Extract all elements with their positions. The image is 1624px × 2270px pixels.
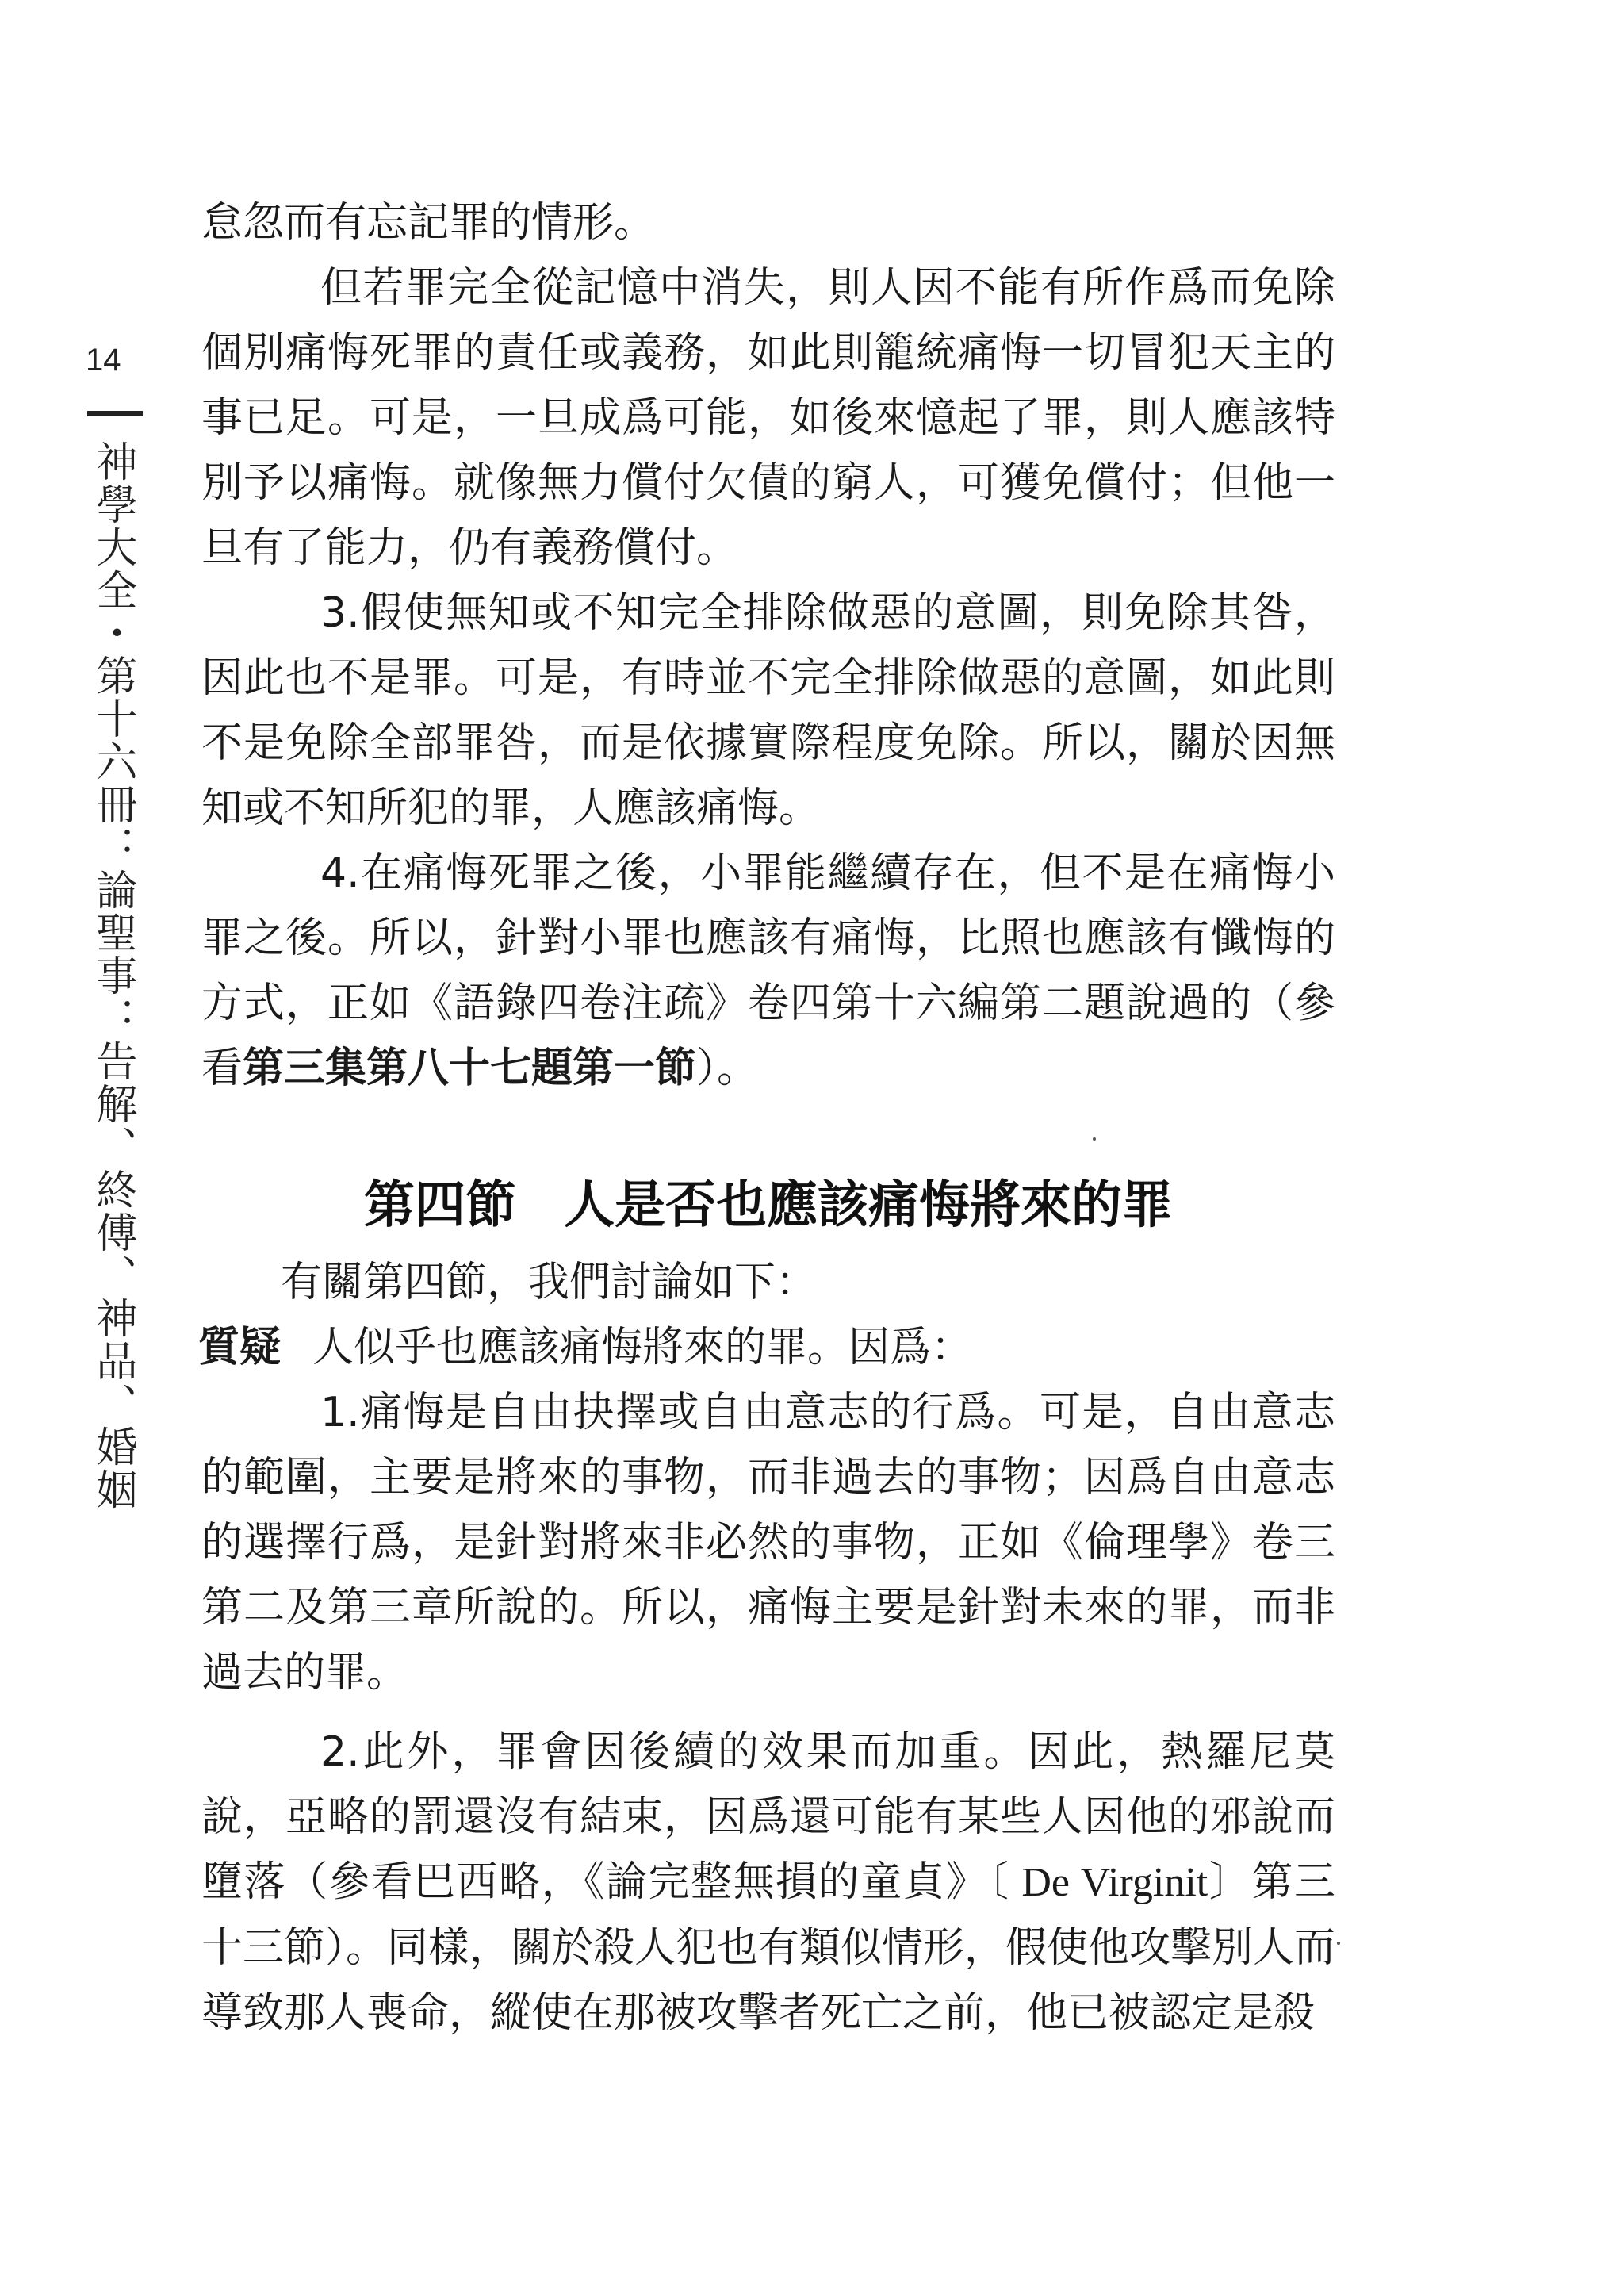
objection-point-2: [201, 1720, 1335, 2046]
section-title: 人是否也應該痛悔將來的罪: [564, 1175, 1173, 1235]
latin-title: De Virginit: [1009, 1860, 1208, 1905]
paragraph-venial-sin: [201, 841, 1335, 1101]
paragraph-venial-sin-end: ）。: [696, 1045, 759, 1092]
section-intro: 有關第四節，我們討論如下：: [281, 1259, 818, 1306]
section-heading: [201, 1169, 1335, 1242]
objection-point-2-end: 〕第三十三節）。同樣，關於殺人犯也有類似情形，假使他攻擊別人而導致那人喪命，縱使在那被攻擊者死亡之前，他已被認定是殺: [201, 1858, 1336, 2037]
objection-line: [198, 1315, 1335, 1380]
running-title: 神學大全・第十六冊：論聖事：告解、終傅、神品、婚姻: [89, 440, 136, 1511]
objection-text: 人似乎也應該痛悔將來的罪。因爲：: [312, 1324, 973, 1371]
page-number: 14: [86, 343, 121, 378]
scan-speck: [1093, 1137, 1096, 1141]
section-number: 第四節: [364, 1175, 516, 1235]
cross-reference: 第三集第八十七題第一節: [243, 1045, 697, 1092]
paragraph-forgotten-sin: 但若罪完全從記憶中消失，則人因不能有所作爲而免除個別痛悔死罪的責任或義務，如此則籠統痛悔一切冒犯天主的事已足。可是，一旦成爲可能，如後來憶起了罪，則人應該特別予以痛悔。就像無力償付欠債的窮人，可獲免償付；但他一旦有了能力，仍有義務償付。: [201, 264, 1335, 572]
objection-label: 質疑: [198, 1324, 282, 1371]
paragraph-continuation: 怠忽而有忘記罪的情形。: [201, 199, 656, 247]
objection-point-1: 1.痛悔是自由抉擇或自由意志的行爲。可是，自由意志的範圍，主要是將來的事物，而非過去的事物；因爲自由意志的選擇行爲，是針對將來非必然的事物，正如《倫理學》卷三第二及第三章所說的。所以，痛悔主要是針對未來的罪，而非過去的罪。: [201, 1389, 1335, 1697]
objection-point-2-text: 2.此外，罪會因後續的效果而加重。因此，熱羅尼莫說，亞略的罰還沒有結束，因爲還可能有某些人因他的邪說而墮落（參看巴西略，《論完整無損的童貞》〔: [201, 1728, 1335, 1906]
scan-speck: [1337, 1942, 1340, 1945]
paragraph-venial-sin-text: 4.在痛悔死罪之後，小罪能繼續存在，但不是在痛悔小罪之後。所以，針對小罪也應該有痛悔，比照也應該有懺悔的方式，正如《語錄四卷注疏》卷四第十六編第二題說過的（參看: [201, 849, 1335, 1092]
paragraph-ignorance: 3.假使無知或不知完全排除做惡的意圖，則免除其咎，因此也不是罪。可是，有時並不完全排除做惡的意圖，如此則不是免除全部罪咎，而是依據實際程度免除。所以，關於因無知或不知所犯的罪，人應該痛悔。: [201, 589, 1335, 832]
header-rule: [87, 411, 143, 416]
body-text: [198, 190, 1336, 2046]
